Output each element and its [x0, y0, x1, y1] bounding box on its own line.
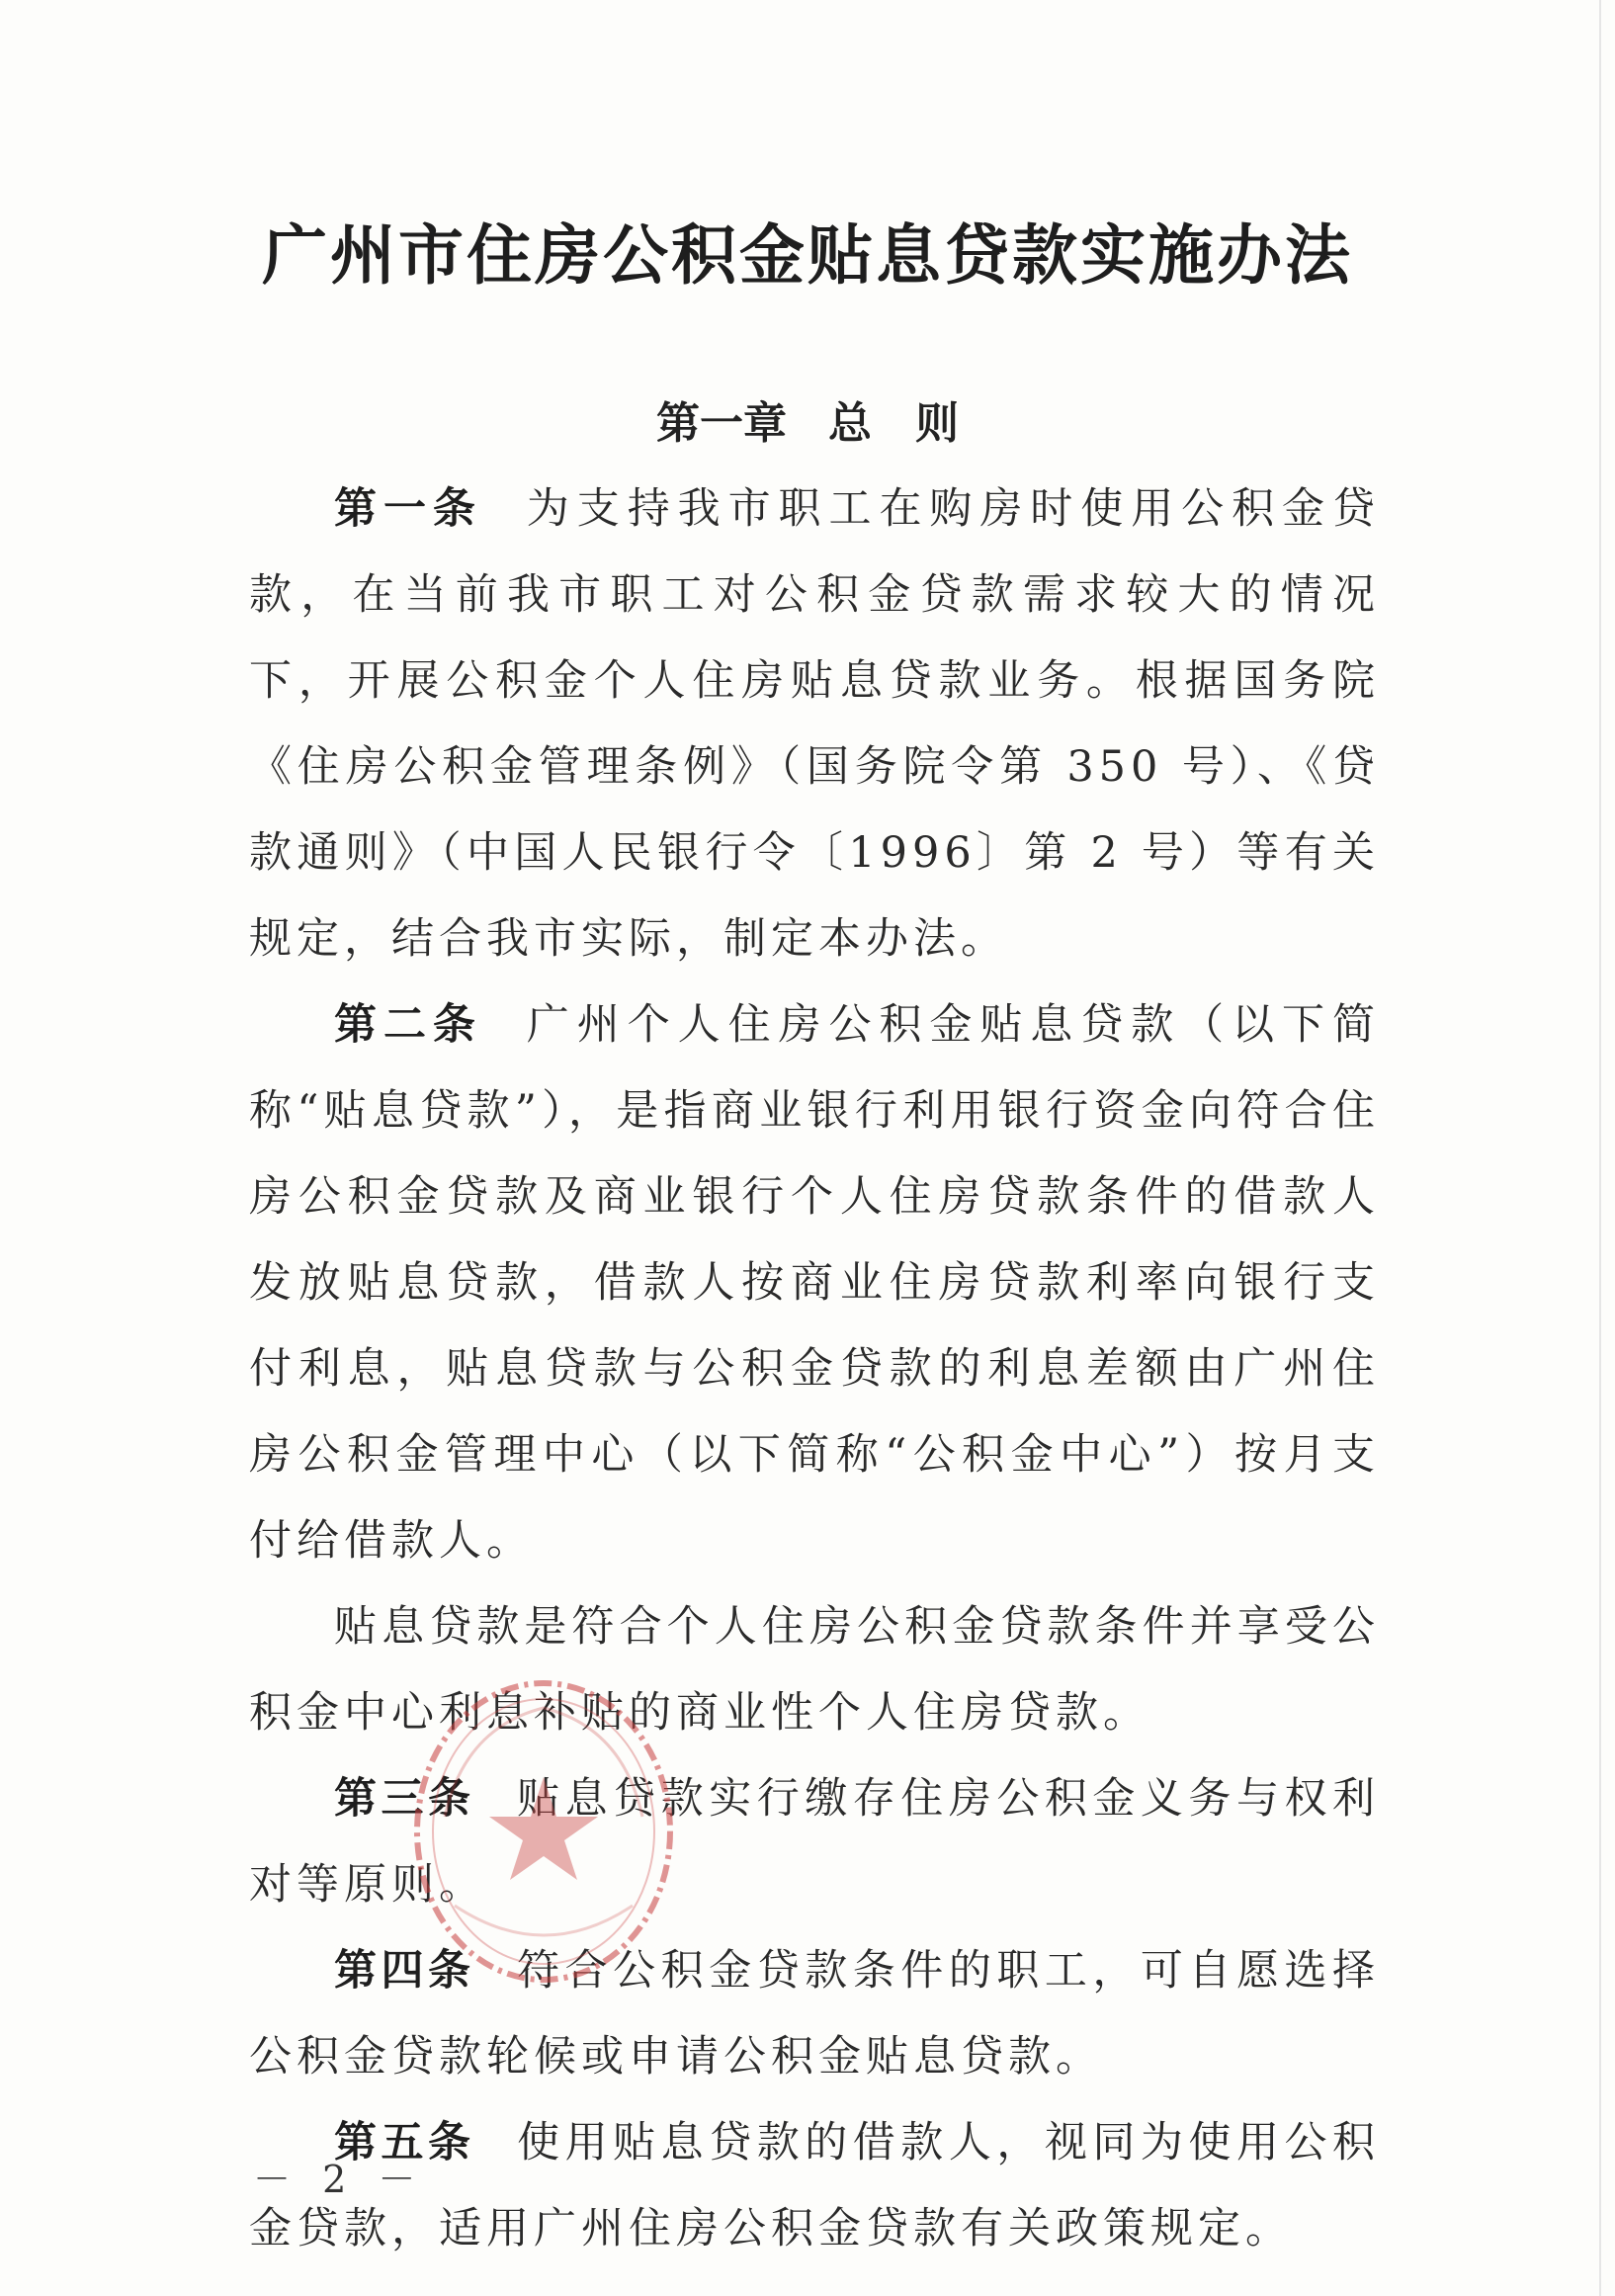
article-3-label: 第三条 — [334, 1774, 475, 1824]
article-4-label: 第四条 — [334, 1946, 475, 1996]
article-2-label: 第二条 — [334, 1000, 482, 1050]
article-5-label: 第五条 — [334, 2118, 475, 2168]
article-3-text: 贴息贷款实行缴存住房公积金义务与权利对等原则。 — [249, 1774, 1381, 1910]
article-2-text: 广州个人住房公积金贴息贷款（以下简称“贴息贷款”），是指商业银行利用银行资金向符合住房公积金贷款及商业银行个人住房贷款条件的借款人发放贴息贷款，借款人按商业住房贷款利率向银行支付利息，贴息贷款与公积金贷款的利息差额由广州住房公积金管理中心（以下简称“公积金中心”）按月支付给借款人。 — [249, 1000, 1381, 1566]
document-body — [249, 467, 1380, 2272]
chapter-heading — [0, 387, 1615, 451]
article-2-continuation-text: 贴息贷款是符合个人住房公积金贷款条件并享受公积金中心利息补贴的商业性个人住房贷款。 — [249, 1602, 1380, 1738]
article-1-paragraph — [249, 467, 1380, 982]
article-2-continuation-paragraph — [249, 1584, 1380, 1756]
article-1-text: 为支持我市职工在购房时使用公积金贷款，在当前我市职工对公积金贷款需求较大的情况下，开展公积金个人住房贴息贷款业务。根据国务院《住房公积金管理条例》（国务院令第 350 号）、《贷款通则》（中国人民银行令〔1996〕第 2 号）等有关规定，结合我市实际，制定本办法。 — [249, 484, 1381, 964]
page-number: － 2 － — [253, 2158, 426, 2201]
article-4-paragraph — [249, 1928, 1380, 2100]
article-2-paragraph — [249, 982, 1380, 1584]
document-title: 广州市住房公积金贴息贷款实施办法 — [262, 216, 1353, 294]
page-edge-shadow — [1599, 0, 1601, 2296]
article-4-text: 符合公积金贷款条件的职工，可自愿选择公积金贷款轮候或申请公积金贴息贷款。 — [249, 1946, 1381, 2082]
chapter-name: 总 则 — [828, 398, 959, 449]
article-3-paragraph — [249, 1756, 1380, 1928]
article-1-label: 第一条 — [334, 484, 482, 534]
article-5-text: 使用贴息贷款的借款人，视同为使用公积金贷款，适用广州住房公积金贷款有关政策规定。 — [249, 2118, 1381, 2253]
chapter-number: 第一章 — [656, 398, 787, 449]
